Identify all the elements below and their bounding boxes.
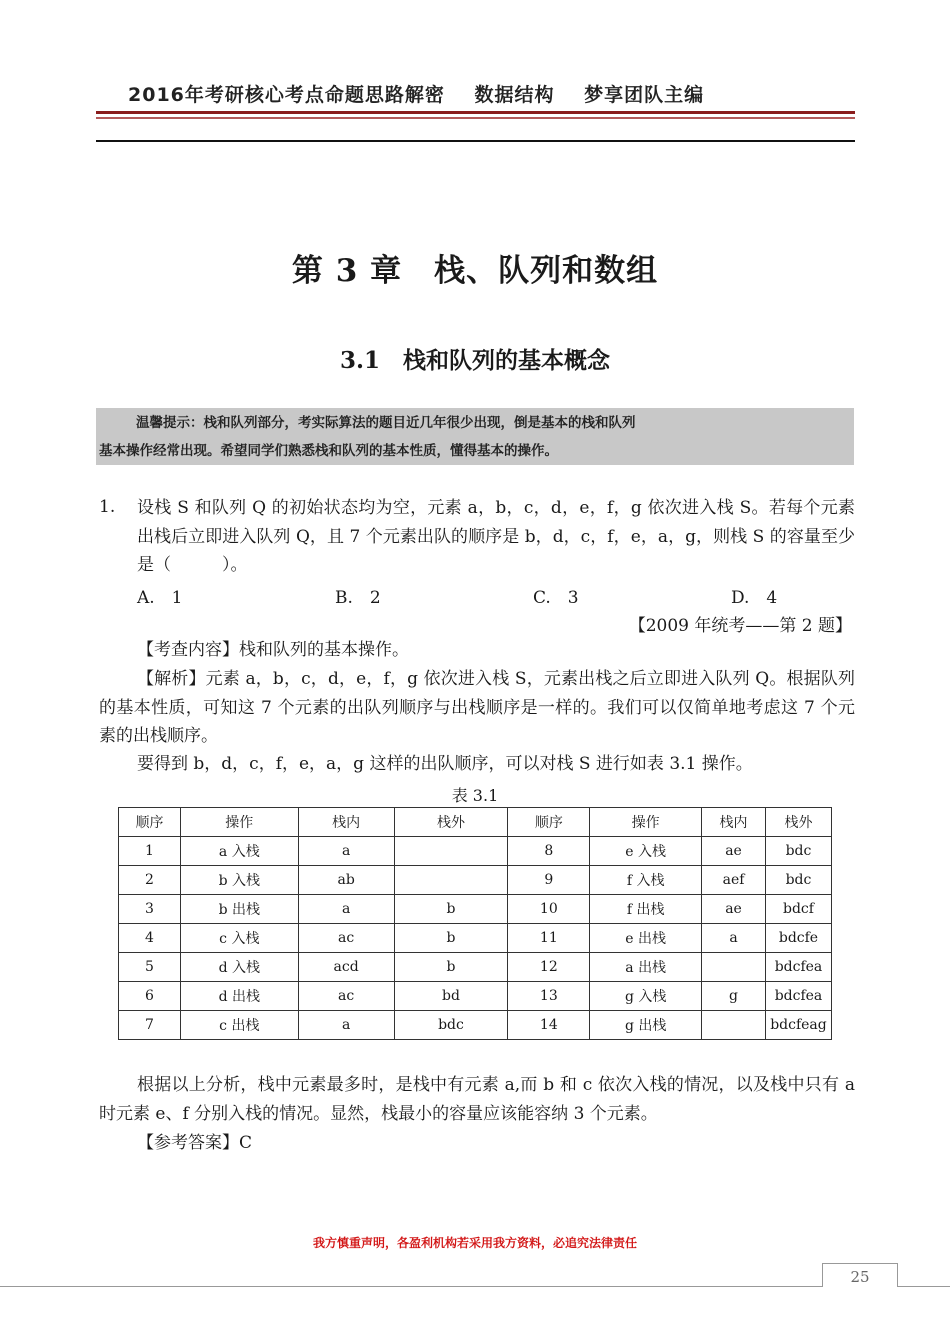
table-cell: 5 xyxy=(119,953,181,982)
table-cell: g xyxy=(702,982,766,1011)
table-cell: a xyxy=(298,837,394,866)
table-row xyxy=(119,1011,832,1040)
table-cell: a xyxy=(298,895,394,924)
question-number: 1. xyxy=(99,497,116,517)
header-cell: 操作 xyxy=(590,808,702,837)
footer-rule xyxy=(0,1286,950,1287)
lead-in-paragraph: 要得到 b，d，c，f，e，a，g 这样的出队顺序，可以对栈 S 进行如表 3.1 操作。 xyxy=(137,754,753,774)
table-cell: 1 xyxy=(119,837,181,866)
table-cell: b xyxy=(394,924,508,953)
tip-box xyxy=(96,408,854,465)
header-rule-black xyxy=(96,140,855,142)
table-cell: bdcfeag xyxy=(765,1011,831,1040)
table-cell: ae xyxy=(702,895,766,924)
table-cell: g 入栈 xyxy=(590,982,702,1011)
table-caption: 表 3.1 xyxy=(451,786,499,805)
table-row xyxy=(119,924,832,953)
reference-answer: 【参考答案】C xyxy=(137,1133,253,1153)
table-cell: ac xyxy=(298,924,394,953)
table-cell: bdcfea xyxy=(765,953,831,982)
table-header-row xyxy=(119,808,832,837)
conclusion-paragraph: 根据以上分析，栈中元素最多时，是栈中有元素 a,而 b 和 c 依次入栈的情况，以及栈中只有 a 时元素 e、f 分别入栈的情况。显然，栈最小的容量应该能容纳 3 个元素。 xyxy=(99,1075,855,1124)
header-cell: 栈外 xyxy=(394,808,508,837)
table-cell xyxy=(394,837,508,866)
page-number: 25 xyxy=(822,1263,898,1287)
table-cell: 10 xyxy=(508,895,590,924)
header-cell: 顺序 xyxy=(119,808,181,837)
table-cell: bdcfea xyxy=(765,982,831,1011)
table-cell: bdc xyxy=(765,866,831,895)
table-cell: 8 xyxy=(508,837,590,866)
header-rule-red-thin xyxy=(96,117,855,119)
table-cell: ae xyxy=(702,837,766,866)
header-cell: 操作 xyxy=(180,808,298,837)
table-cell: d 出栈 xyxy=(180,982,298,1011)
table-cell: 3 xyxy=(119,895,181,924)
table-cell: acd xyxy=(298,953,394,982)
tip-line-2: 基本操作经常出现。希望同学们熟悉栈和队列的基本性质，懂得基本的操作。 xyxy=(99,443,558,459)
table-cell: a 出栈 xyxy=(590,953,702,982)
table-row xyxy=(119,982,832,1011)
question-source: 【2009 年统考——第 2 题】 xyxy=(628,616,852,636)
header-book-title: 2016年考研核心考点命题思路解密 xyxy=(128,84,445,106)
table-cell xyxy=(702,953,766,982)
table-cell: 13 xyxy=(508,982,590,1011)
table-cell: 7 xyxy=(119,1011,181,1040)
table-row xyxy=(119,895,832,924)
table-row xyxy=(119,837,832,866)
table-cell: 12 xyxy=(508,953,590,982)
table-cell: 11 xyxy=(508,924,590,953)
header-subject: 数据结构 xyxy=(474,84,555,106)
option-c: C. 3 xyxy=(533,588,579,608)
table-cell: e 入栈 xyxy=(590,837,702,866)
table-cell: 2 xyxy=(119,866,181,895)
header-cell: 栈外 xyxy=(765,808,831,837)
section-title: 3.1 栈和队列的基本概念 xyxy=(339,347,610,374)
table-cell: d 入栈 xyxy=(180,953,298,982)
table-cell xyxy=(394,866,508,895)
header-cell: 栈内 xyxy=(702,808,766,837)
operation-table xyxy=(118,807,832,1040)
table-cell: bdcf xyxy=(765,895,831,924)
option-a: A. 1 xyxy=(137,588,183,608)
header-rule-red xyxy=(96,111,855,114)
running-header xyxy=(128,80,828,107)
table-cell: b 出栈 xyxy=(180,895,298,924)
table-cell: 14 xyxy=(508,1011,590,1040)
table-cell: 6 xyxy=(119,982,181,1011)
table-cell: a xyxy=(298,1011,394,1040)
option-d: D. 4 xyxy=(731,588,778,608)
chapter-title: 第 3 章 栈、队列和数组 xyxy=(291,253,659,289)
table-cell: aef xyxy=(702,866,766,895)
table-row xyxy=(119,866,832,895)
header-cell: 顺序 xyxy=(508,808,590,837)
table-cell: c 出栈 xyxy=(180,1011,298,1040)
table-cell: bdcfe xyxy=(765,924,831,953)
table-cell: ab xyxy=(298,866,394,895)
analysis-paragraph: 【解析】元素 a，b，c，d，e，f，g 依次进入栈 S，元素出栈之后立即进入队列 Q。根据队列的基本性质，可知这 7 个元素的出队列顺序与出栈顺序是一样的。我们可以仅简单地考虑这 7 个元素的出栈顺序。 xyxy=(99,669,855,746)
table-cell: b 入栈 xyxy=(180,866,298,895)
table-cell: g 出栈 xyxy=(590,1011,702,1040)
table-cell: f 出栈 xyxy=(590,895,702,924)
table-cell: 4 xyxy=(119,924,181,953)
exam-points: 【考查内容】栈和队列的基本操作。 xyxy=(137,640,409,660)
question-text: 设栈 S 和队列 Q 的初始状态均为空，元素 a，b，c，d，e，f，g 依次进入栈 S。若每个元素出栈后立即进入队列 Q，且 7 个元素出队的顺序是 b，d，c，f，e，a，g，则栈 S 的容量至少是（ ）。 xyxy=(137,498,855,575)
table-cell: c 入栈 xyxy=(180,924,298,953)
table-cell: f 入栈 xyxy=(590,866,702,895)
table-cell: 9 xyxy=(508,866,590,895)
header-editor: 梦享团队主编 xyxy=(584,84,705,106)
table-cell: a 入栈 xyxy=(180,837,298,866)
copyright-notice: 我方慎重声明，各盈利机构若采用我方资料，必追究法律责任 xyxy=(312,1236,637,1250)
table-cell: e 出栈 xyxy=(590,924,702,953)
table-cell: b xyxy=(394,953,508,982)
table-row xyxy=(119,953,832,982)
option-b: B. 2 xyxy=(335,588,381,608)
table-cell: bd xyxy=(394,982,508,1011)
tip-line-1: 温馨提示：栈和队列部分，考实际算法的题目近几年很少出现，倒是基本的栈和队列 xyxy=(136,415,636,431)
table-cell: ac xyxy=(298,982,394,1011)
table-cell: b xyxy=(394,895,508,924)
table-cell: a xyxy=(702,924,766,953)
table-cell xyxy=(702,1011,766,1040)
header-cell: 栈内 xyxy=(298,808,394,837)
table-cell: bdc xyxy=(394,1011,508,1040)
table-cell: bdc xyxy=(765,837,831,866)
